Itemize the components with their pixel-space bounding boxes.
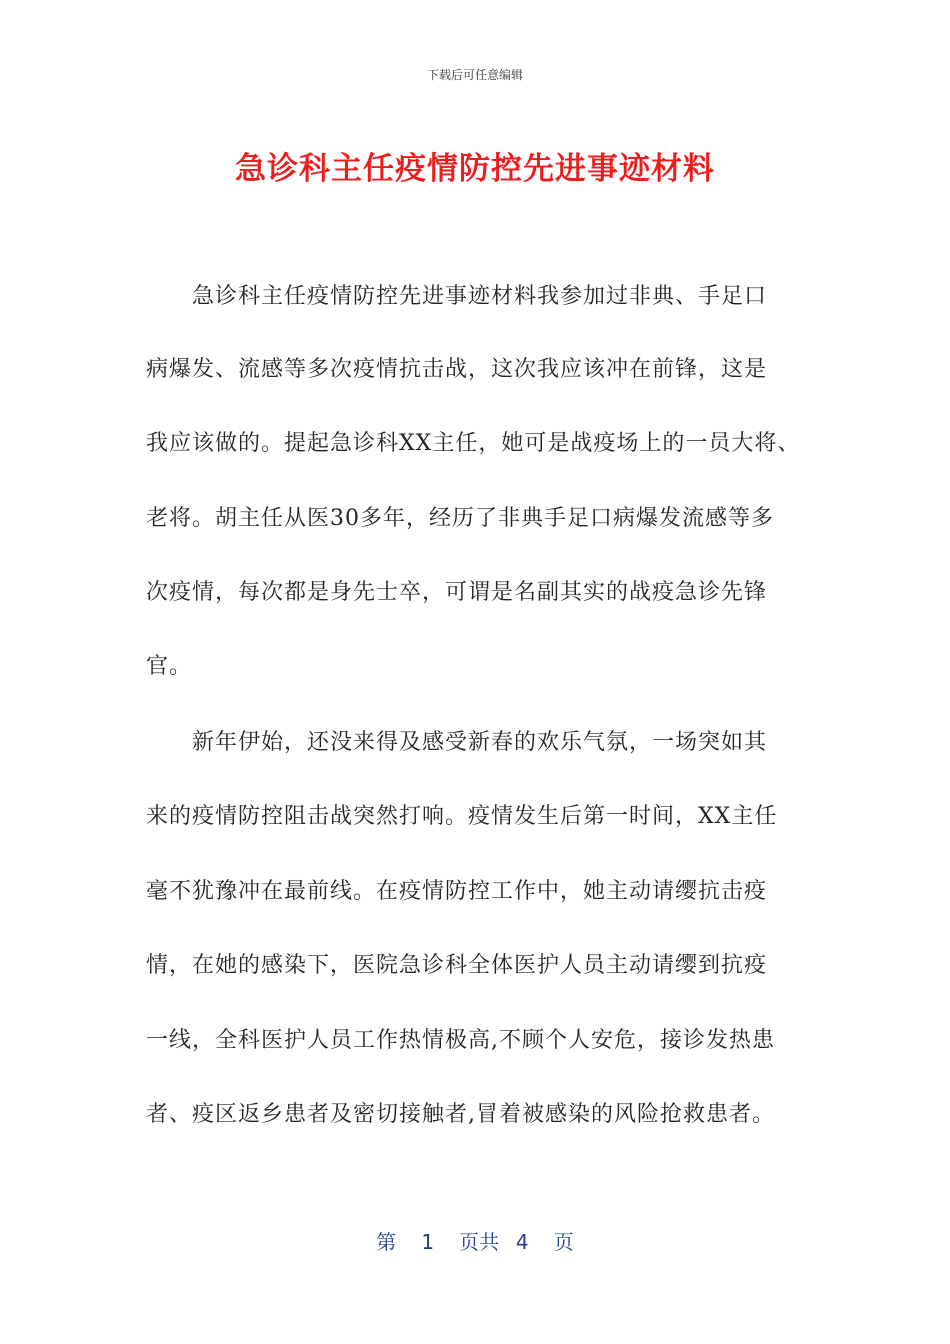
paragraph-line: 一线，全科医护人员工作热情极高,不顾个人安危，接诊发热患	[146, 1028, 775, 1053]
paragraph-line: 新年伊始，还没来得及感受新春的欢乐气氛，一场突如其	[192, 730, 768, 755]
document-title: 急诊科主任疫情防控先进事迹材料	[235, 151, 715, 187]
header-note: 下载后可任意编辑	[426, 68, 523, 82]
paragraph-line: 老将。胡主任从医30多年，经历了非典手足口病爆发流感等多	[146, 506, 774, 531]
paragraph-line: 官。	[146, 654, 193, 679]
paragraph-line: 毫不犹豫冲在最前线。在疫情防控工作中，她主动请缨抗击疫	[146, 879, 768, 904]
paragraph-line: 来的疫情防控阻击战突然打响。疫情发生后第一时间，XX主任	[146, 804, 778, 829]
page-footer	[0, 1226, 950, 1255]
page-prefix: 第	[376, 1230, 397, 1254]
paragraph-line: 次疫情，每次都是身先士卒，可谓是名副其实的战疫急诊先锋	[146, 580, 768, 605]
total-pages-number: 4	[515, 1230, 529, 1254]
page-suffix: 页	[553, 1230, 574, 1254]
paragraph-line: 病爆发、流感等多次疫情抗击战，这次我应该冲在前锋，这是	[146, 357, 768, 382]
paragraph-line: 者、疫区返乡患者及密切接触者,冒着被感染的风险抢救患者。	[146, 1102, 775, 1127]
paragraph-line: 情，在她的感染下，医院急诊科全体医护人员主动请缨到抗疫	[146, 953, 768, 978]
page-middle-text: 页共	[459, 1230, 500, 1254]
paragraph-line: 急诊科主任疫情防控先进事迹材料我参加过非典、手足口	[192, 284, 768, 309]
paragraph-line: 我应该做的。提起急诊科XX主任，她可是战疫场上的一员大将、	[146, 431, 801, 456]
current-page-number: 1	[421, 1230, 435, 1254]
